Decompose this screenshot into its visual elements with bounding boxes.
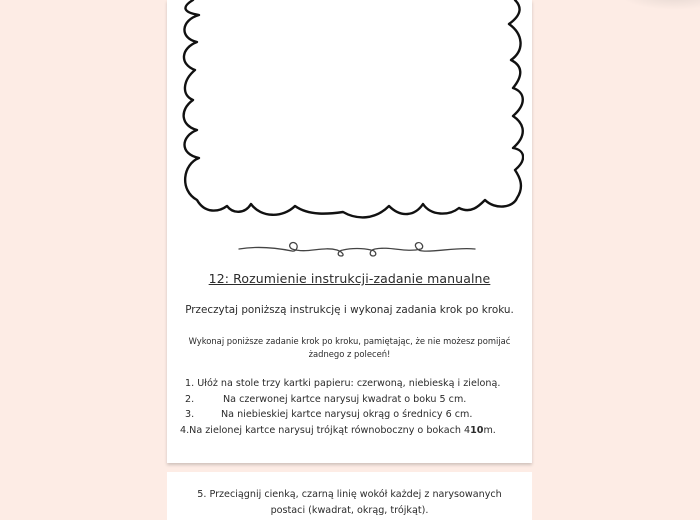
swirl-divider-icon bbox=[237, 236, 477, 258]
step-1 bbox=[177, 376, 527, 392]
step-text: Na czerwonej kartce narysuj kwadrat o boku 5 cm. bbox=[223, 393, 467, 405]
step-5-line-1: 5. Przeciągnij cienką, czarną linię wokół każdej z narysowanych bbox=[197, 489, 502, 500]
step-5-line-2: postaci (kwadrat, okrąg, trójkąt). bbox=[270, 505, 429, 516]
document-page-2 bbox=[167, 472, 532, 520]
step-number: 1. bbox=[185, 378, 195, 389]
steps-list bbox=[177, 376, 527, 438]
step-2 bbox=[177, 392, 527, 408]
step-number: 4. bbox=[180, 424, 190, 436]
step-text: Na zielonej kartce narysuj trójkąt równoboczny o bokach 4 bbox=[189, 424, 471, 436]
step-number: 2. bbox=[185, 393, 195, 405]
exercise-subtitle: Przeczytaj poniższą instrukcję i wykonaj zadania krok po kroku. bbox=[185, 304, 514, 316]
exercise-title: 12: Rozumienie instrukcji-zadanie manualne bbox=[208, 271, 491, 286]
document-page-1 bbox=[167, 0, 532, 463]
step-text-bold: 10 bbox=[470, 424, 484, 436]
step-text: Na niebieskiej kartce narysuj okrąg o średnicy 6 cm. bbox=[221, 409, 473, 420]
instruction-note bbox=[173, 335, 526, 361]
step-5 bbox=[173, 487, 526, 519]
step-3 bbox=[177, 407, 527, 423]
scalloped-frame-icon bbox=[179, 0, 524, 222]
step-text-tail: m. bbox=[483, 424, 496, 436]
step-4 bbox=[177, 423, 527, 439]
corner-shadow bbox=[620, 0, 700, 10]
instruction-note-line-2: żadnego z poleceń! bbox=[308, 349, 391, 359]
step-text: Ułóż na stole trzy kartki papieru: czerwoną, niebieską i zieloną. bbox=[197, 378, 501, 389]
instruction-note-line-1: Wykonaj poniższe zadanie krok po kroku, pamiętając, że nie możesz pomijać bbox=[188, 336, 511, 346]
step-number: 3. bbox=[185, 409, 195, 420]
